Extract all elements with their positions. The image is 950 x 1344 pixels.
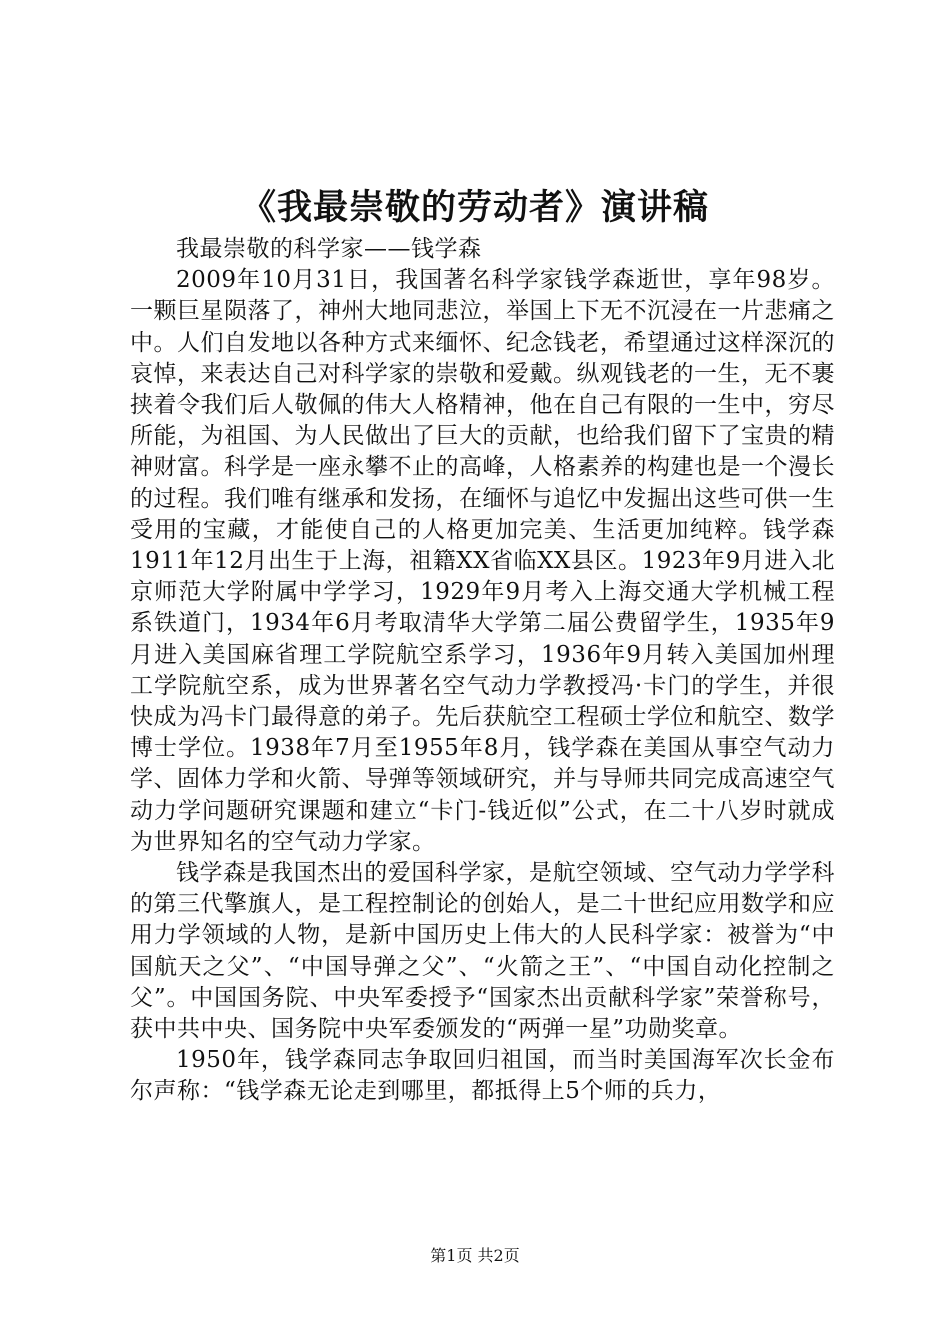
page-footer: 第1页 共2页 [430, 1246, 520, 1265]
body-paragraph-1: 2009年10月31日，我国著名科学家钱学森逝世，享年98岁。一颗巨星陨落了，神州大地同悲泣，举国上下无不沉浸在一片悲痛之中。人们自发地以各种方式来缅怀、纪念钱老，希望通过这样深沉的哀悼，来表达自己对科学家的崇敬和爱戴。纵观钱老的一生，无不裹挟着令我们后人敬佩的伟大人格精神，他在自己有限的一生中，穷尽所能，为祖国、为人民做出了巨大的贡献，也给我们留下了宝贵的精神财富。科学是一座永攀不止的高峰，人格素养的构建也是一个漫长的过程。我们唯有继承和发扬，在缅怀与追忆中发掘出这些可供一生受用的宝藏，才能使自己的人格更加完美、生活更加纯粹。钱学森1911年12月出生于上海，祖籍XX省临XX县区。1923年9月进入北京师范大学附属中学学习，1929年9月考入上海交通大学机械工程系铁道门，1934年6月考取清华大学第二届公费留学生，1935年9月进入美国麻省理工学院航空系学习，1936年9月转入美国加州理工学院航空系，成为世界著名空气动力学教授冯·卡门的学生，并很快成为冯卡门最得意的弟子。先后获航空工程硕士学位和航空、数学博士学位。1938年7月至1955年8月，钱学森在美国从事空气动力学、固体力学和火箭、导弹等领域研究，并与导师共同完成高速空气动力学问题研究课题和建立“卡门-钱近似”公式，在二十八岁时就成为世界知名的空气动力学家。 [130, 267, 835, 855]
body-paragraph-2: 钱学森是我国杰出的爱国科学家，是航空领域、空气动力学学科的第三代擎旗人，是工程控制论的创始人，是二十世纪应用数学和应用力学领域的人物，是新中国历史上伟大的人民科学家：被誉为“中国航天之父”、“中国导弹之父”、“火箭之王”、“中国自动化控制之父”。中国国务院、中央军委授予“国家杰出贡献科学家”荣誉称号，获中共中央、国务院中央军委颁发的“两弹一星”功勋奖章。 [130, 860, 835, 1043]
body-paragraph-3: 1950年，钱学森同志争取回归祖国，而当时美国海军次长金布尔声称：“钱学森无论走到哪里，都抵得上5个师的兵力， [130, 1047, 835, 1105]
subtitle-paragraph: 我最崇敬的科学家——钱学森 [176, 236, 482, 262]
document-title: 《我最崇敬的劳动者》演讲稿 [240, 187, 709, 228]
document-body [130, 234, 835, 1108]
